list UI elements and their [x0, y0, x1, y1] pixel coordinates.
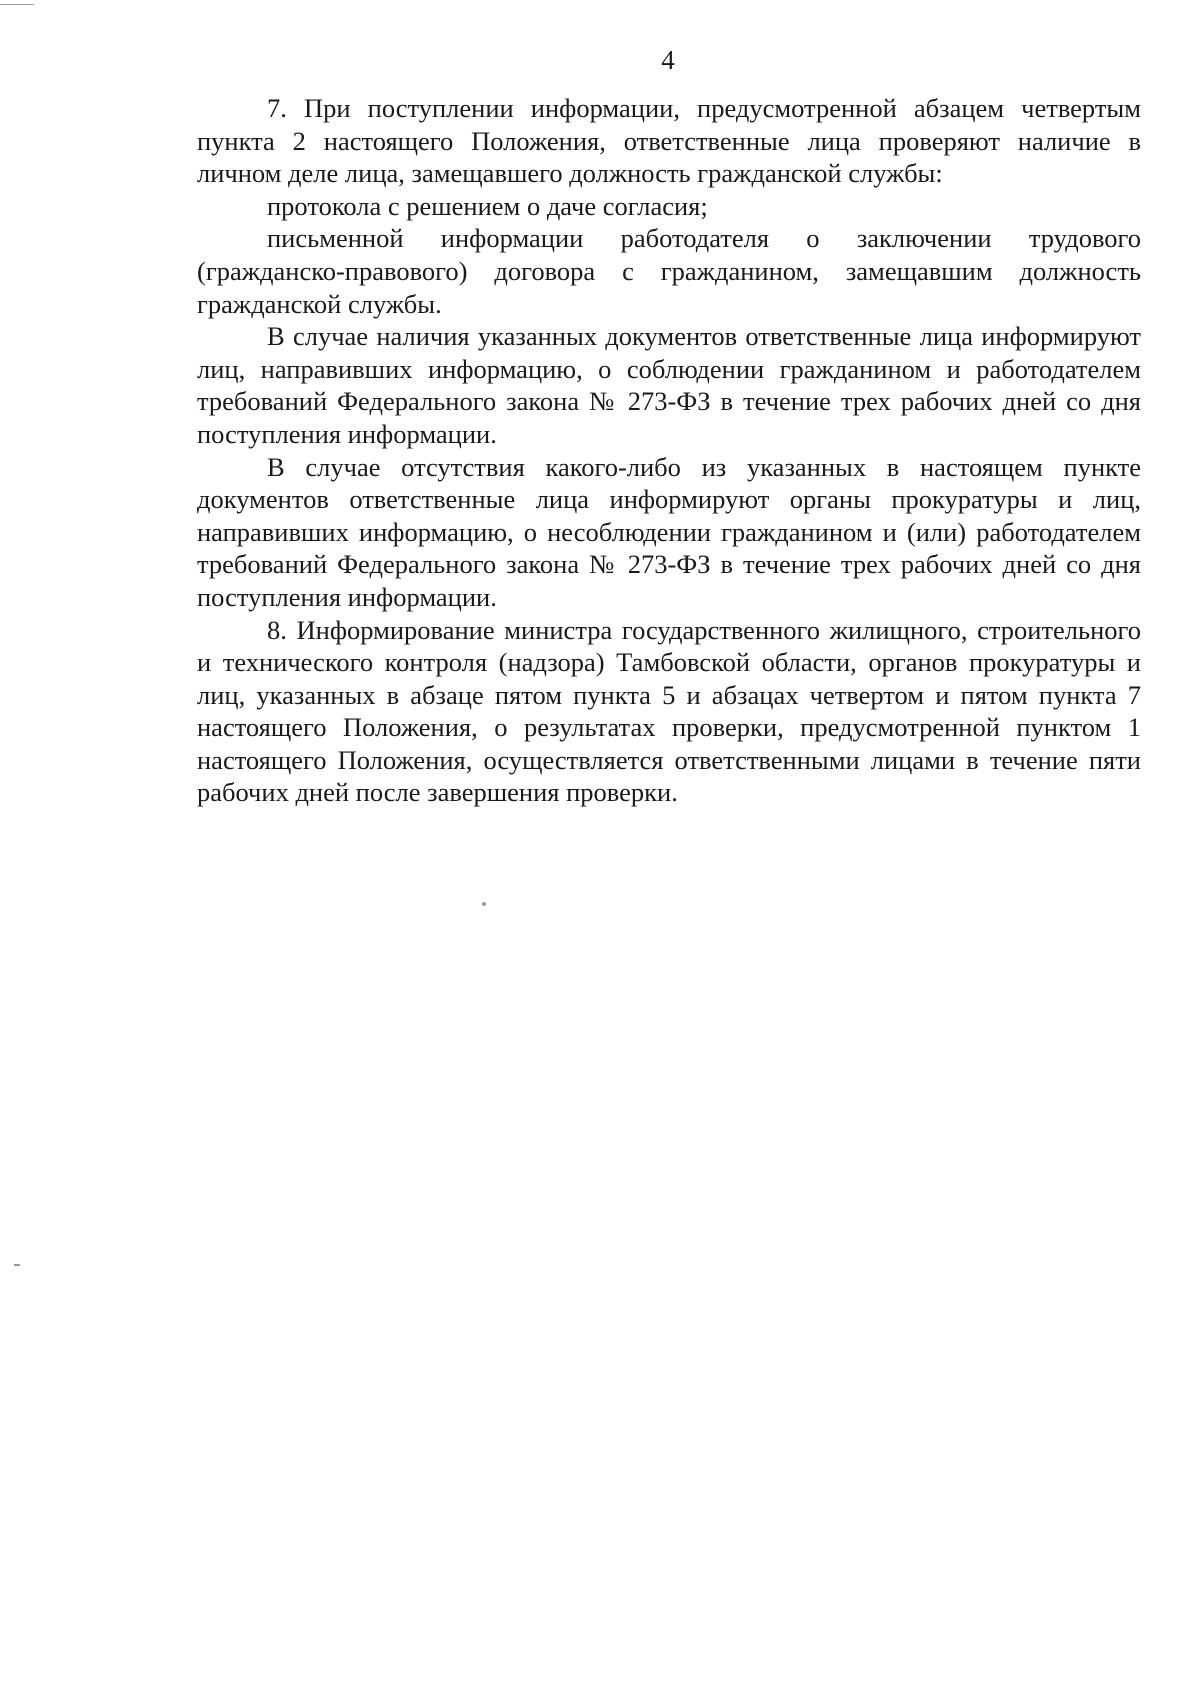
paragraph-protocol: протокола с решением о даче согласия;: [267, 190, 708, 221]
page-number: 4: [661, 45, 675, 75]
document-body: [197, 92, 1141, 809]
paragraph-7-intro: 7. При поступлении информации, предусмотренной абзацем четвертым пункта 2 настоящего Положения, ответственные лица проверяют наличие в личном деле лица, замещавшего должность гражданской службы:: [197, 93, 1141, 189]
paragraph-documents-absent: В случае отсутствия какого-либо из указанных в настоящем пункте документов ответственные лица информируют органы прокуратуры и лиц, направивших информацию, о несоблюдении гражданином и (или) работодателем требований Федерального закона № 273-ФЗ в течение трех рабочих дней со дня поступления информации.: [197, 451, 1141, 612]
scan-artifact-top-left: [0, 4, 34, 5]
scan-artifact-dot: [482, 902, 486, 906]
scan-artifact-left: [14, 1264, 20, 1266]
paragraph-documents-present: В случае наличия указанных документов ответственные лица информируют лиц, направивших информацию, о соблюдении гражданином и работодателем требований Федерального закона № 273-ФЗ в течение трех рабочих дней со дня поступления информации.: [197, 321, 1141, 449]
paragraph-8-informing: 8. Информирование министра государственного жилищного, строительного и технического контроля (надзора) Тамбовской области, органов прокуратуры и лиц, указанных в абзаце пятом пункта 5 и абзацах четвертом и пятом пункта 7 настоящего Положения, о результатах проверки, предусмотренной пунктом 1 настоящего Положения, осуществляется ответственными лицами в течение пяти рабочих дней после завершения проверки.: [197, 614, 1141, 808]
paragraph-employer-info: письменной информации работодателя о заключении трудового (гражданско-правового) договора с гражданином, замещавшим должность гражданской службы.: [197, 223, 1141, 319]
